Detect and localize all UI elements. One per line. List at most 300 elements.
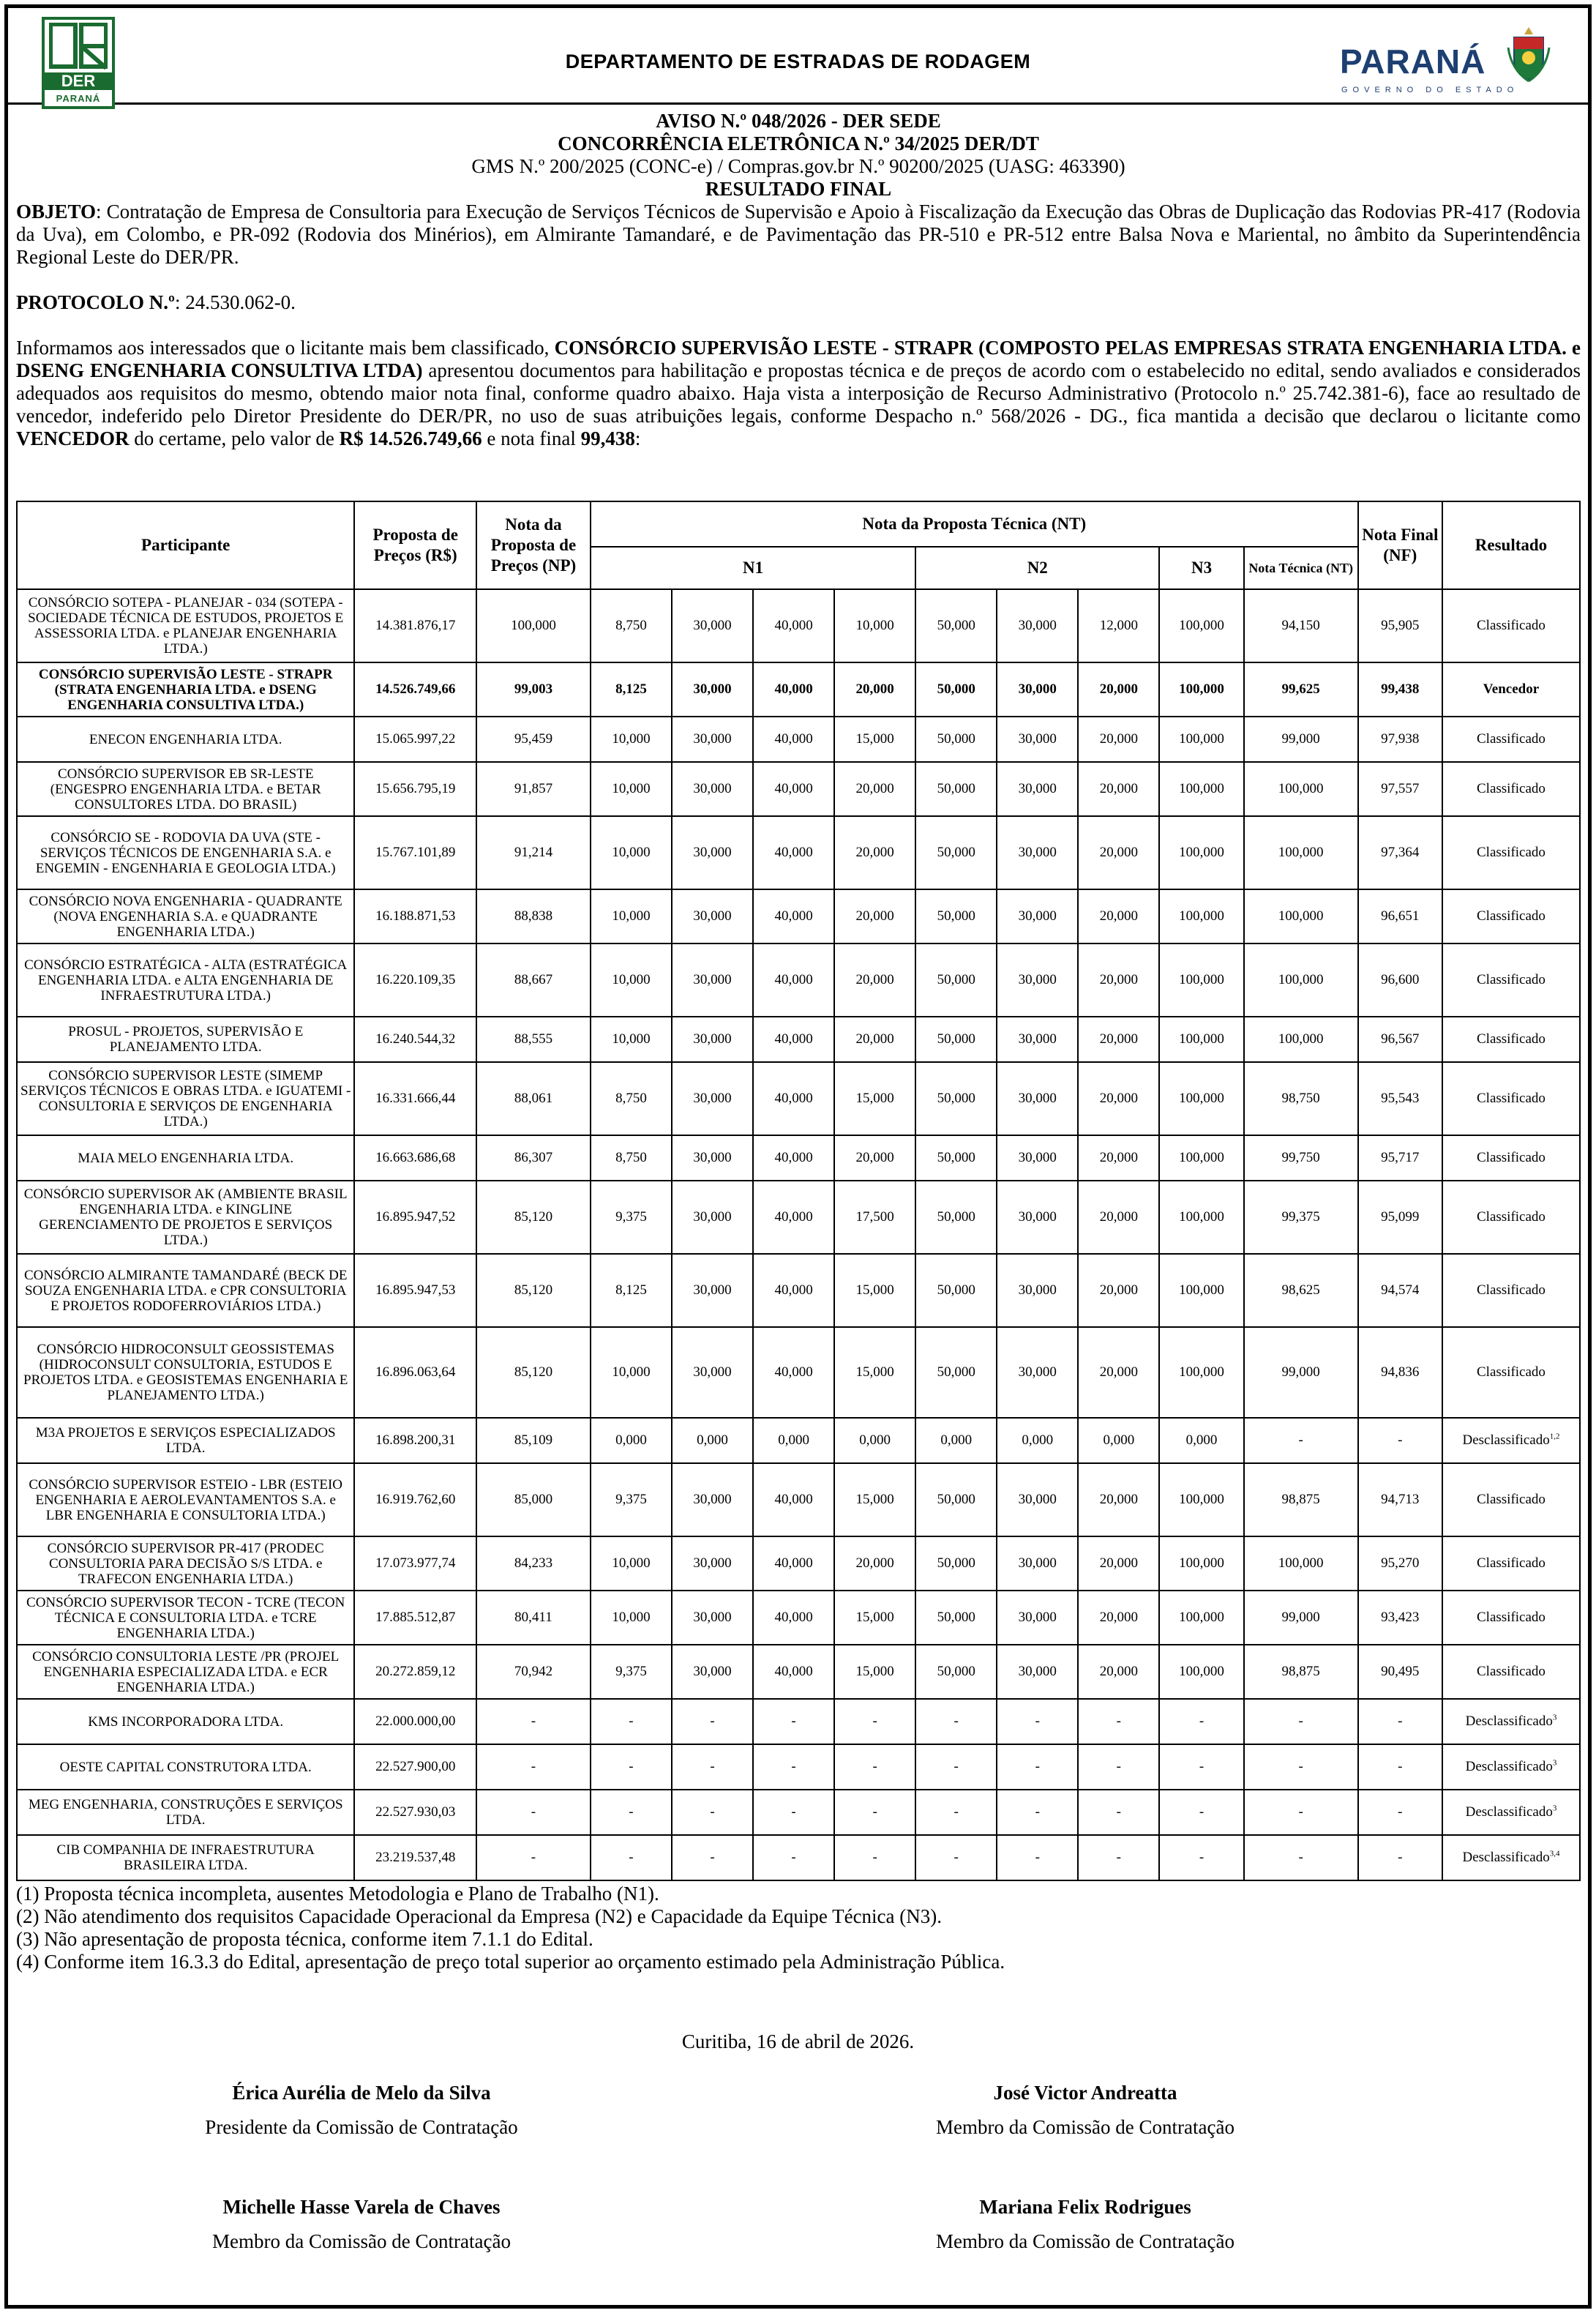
cell-n3: 100,000 [1159,1181,1243,1254]
cell-n1: 30,000 [672,1591,753,1645]
cell-price: 23.219.537,48 [354,1835,476,1880]
cell-n3: 100,000 [1159,762,1243,816]
cell-n1: 15,000 [834,1591,915,1645]
cell-n1: 0,000 [672,1418,753,1463]
signer-name: José Victor Andreatta [993,2082,1177,2104]
cell-n1: 17,500 [834,1181,915,1254]
cell-nt: - [1244,1699,1358,1744]
cell-price: 15.767.101,89 [354,816,476,889]
cell-resultado [1442,889,1580,943]
cell-nf: - [1358,1744,1442,1790]
cell-participante: CONSÓRCIO ALMIRANTE TAMANDARÉ (BECK DE SOUZA ENGENHARIA LTDA. e CPR CONSULTORIA E PROJETOS RODOFERROVIÁRIOS LTDA.) [17,1254,354,1327]
cell-n1: 30,000 [672,1536,753,1591]
cell-n1: 40,000 [753,1536,834,1591]
resultado-label: Desclassificado [1465,1759,1553,1774]
cell-n3: 100,000 [1159,1017,1243,1062]
resultado-label: Classificado [1477,1209,1546,1225]
cell-price: 22.527.900,00 [354,1744,476,1790]
signature-block [829,2082,1341,2139]
cell-n1: 30,000 [672,1062,753,1135]
objeto-paragraph [16,201,1581,269]
cell-n2: 50,000 [915,589,997,662]
footnote: (1) Proposta técnica incompleta, ausentes Metodologia e Plano de Trabalho (N1). [16,1883,659,1905]
signature-block [105,2082,618,2139]
cell-n1: 10,000 [834,589,915,662]
col-header-proposta: Proposta de Preços (R$) [354,501,476,589]
cell-n1: - [672,1699,753,1744]
cell-resultado [1442,1418,1580,1463]
cell-resultado [1442,717,1580,762]
cell-n2: 50,000 [915,1135,997,1181]
protocolo-text: : 24.530.062-0. [174,291,296,313]
cell-n1: 20,000 [834,943,915,1017]
table-row [17,762,1580,816]
cell-n1: - [834,1790,915,1835]
cell-n1: 30,000 [672,816,753,889]
cell-n1: 30,000 [672,1017,753,1062]
cell-np: 85,000 [476,1463,591,1536]
cell-n1: 30,000 [672,662,753,717]
cell-n1: 40,000 [753,1327,834,1418]
cell-n1: - [672,1790,753,1835]
cell-nf: 97,938 [1358,717,1442,762]
cell-n2: 20,000 [1078,1327,1159,1418]
cell-n1: 10,000 [591,889,672,943]
cell-n1: 20,000 [834,889,915,943]
cell-n2: 20,000 [1078,943,1159,1017]
cell-n2: - [915,1835,997,1880]
cell-n2: 30,000 [997,816,1078,889]
cell-n2: 50,000 [915,1327,997,1418]
cell-np: 84,233 [476,1536,591,1591]
cell-participante: CONSÓRCIO SUPERVISOR AK (AMBIENTE BRASIL ENGENHARIA LTDA. e KINGLINE GERENCIAMENTO DE PROJETOS E SERVIÇOS LTDA.) [17,1181,354,1254]
cell-n1: 10,000 [591,1017,672,1062]
cell-nf: 99,438 [1358,662,1442,717]
cell-n1: 0,000 [591,1418,672,1463]
cell-n2: 50,000 [915,1062,997,1135]
cell-resultado [1442,662,1580,717]
cell-nf: - [1358,1418,1442,1463]
cell-n2: 50,000 [915,1463,997,1536]
cell-n1: 8,750 [591,1135,672,1181]
resultado-label: Desclassificado [1462,1432,1550,1448]
cell-price: 16.919.762,60 [354,1463,476,1536]
cell-n2: 30,000 [997,943,1078,1017]
cell-np: 85,120 [476,1327,591,1418]
cell-nt: - [1244,1790,1358,1835]
cell-nf: - [1358,1790,1442,1835]
cell-n1: - [591,1790,672,1835]
cell-participante: ENECON ENGENHARIA LTDA. [17,717,354,762]
cell-price: 16.220.109,35 [354,943,476,1017]
cell-n1: 15,000 [834,1645,915,1699]
col-header-participante: Participante [17,501,354,589]
cell-n1: 10,000 [591,943,672,1017]
cell-nf: 97,557 [1358,762,1442,816]
cell-nf: 96,600 [1358,943,1442,1017]
cell-n2: 50,000 [915,889,997,943]
cell-n1: 20,000 [834,1135,915,1181]
footnote: (3) Não apresentação de proposta técnica, conforme item 7.1.1 do Edital. [16,1928,593,1950]
resultado-label: Classificado [1477,618,1546,633]
col-header-np: Nota da Proposta de Preços (NP) [476,501,591,589]
cell-n1: - [753,1835,834,1880]
cell-nf: 94,836 [1358,1327,1442,1418]
cell-n1: 8,750 [591,1062,672,1135]
parana-logo-subtitle: GOVERNO DO ESTADO [1341,86,1519,94]
cell-n2: 50,000 [915,816,997,889]
table-row [17,717,1580,762]
concorrencia-number: CONCORRÊNCIA ELETRÔNICA N.º 34/2025 DER/DT [558,132,1039,154]
cell-n1: 30,000 [672,1645,753,1699]
footnote: (4) Conforme item 16.3.3 do Edital, apresentação de preço total superior ao orçamento estimado pela Administração Pública. [16,1951,1005,1973]
cell-nt: 99,375 [1244,1181,1358,1254]
cell-nf: 95,270 [1358,1536,1442,1591]
cell-n1: 30,000 [672,1181,753,1254]
cell-n2: 50,000 [915,1536,997,1591]
cell-n3: 100,000 [1159,589,1243,662]
signer-role: Presidente da Comissão de Contratação [205,2116,518,2138]
cell-np: 100,000 [476,589,591,662]
cell-n3: 100,000 [1159,1463,1243,1536]
cell-n2: 20,000 [1078,816,1159,889]
cell-np: - [476,1790,591,1835]
cell-np: 91,857 [476,762,591,816]
parana-coat-of-arms-icon [1507,26,1551,83]
cell-resultado [1442,1744,1580,1790]
cell-participante: CONSÓRCIO HIDROCONSULT GEOSSISTEMAS (HIDROCONSULT CONSULTORIA, ESTUDOS E PROJETOS LTDA. e GEOSISTEMAS ENGENHARIA E PLANEJAMENTO LTDA.) [17,1327,354,1418]
cell-np: 88,667 [476,943,591,1017]
signer-role: Membro da Comissão de Contratação [936,2116,1235,2138]
resultado-label: Classificado [1477,1364,1546,1380]
resultado-label: Classificado [1477,908,1546,924]
cell-n1: 40,000 [753,717,834,762]
cell-nt: 99,625 [1244,662,1358,717]
cell-np: 85,109 [476,1418,591,1463]
department-title: DEPARTAMENTO DE ESTRADAS DE RODAGEM [565,51,1031,72]
objeto-label: OBJETO [16,201,97,223]
cell-n2: 30,000 [997,1181,1078,1254]
col-header-nt-group: Nota da Proposta Técnica (NT) [591,501,1358,547]
table-row [17,1645,1580,1699]
cell-n3: - [1159,1699,1243,1744]
cell-n3: - [1159,1835,1243,1880]
footnotes [16,1883,1581,1973]
cell-n2: 12,000 [1078,589,1159,662]
cell-np: - [476,1699,591,1744]
cell-nt: 99,000 [1244,1591,1358,1645]
cell-np: 95,459 [476,717,591,762]
cell-n1: 15,000 [834,1463,915,1536]
cell-n1: 20,000 [834,662,915,717]
cell-n2: 50,000 [915,662,997,717]
cell-participante: CONSÓRCIO SUPERVISOR TECON - TCRE (TECON TÉCNICA E CONSULTORIA LTDA. e TCRE ENGENHARIA LTDA.) [17,1591,354,1645]
cell-resultado [1442,1181,1580,1254]
gms-reference: GMS N.º 200/2025 (CONC-e) / Compras.gov.br N.º 90200/2025 (UASG: 463390) [471,155,1125,177]
signature-block [105,2196,618,2253]
footnote-ref: 3 [1552,1804,1557,1813]
cell-n3: 100,000 [1159,717,1243,762]
table-row [17,1591,1580,1645]
cell-n1: 30,000 [672,762,753,816]
cell-n1: 10,000 [591,1591,672,1645]
cell-n1: 15,000 [834,1327,915,1418]
cell-participante: CONSÓRCIO SUPERVISOR LESTE (SIMEMP SERVIÇOS TÉCNICOS E OBRAS LTDA. e IGUATEMI - CONSULTORIA E SERVIÇOS DE ENGENHARIA LTDA.) [17,1062,354,1135]
info-text-1: Informamos aos interessados que o licitante mais bem classificado, [16,337,555,359]
table-row [17,1699,1580,1744]
cell-n2: 20,000 [1078,1017,1159,1062]
cell-n2: 30,000 [997,1327,1078,1418]
cell-n1: 40,000 [753,1645,834,1699]
cell-np: 85,120 [476,1181,591,1254]
info-text-4: e nota final [482,427,581,449]
table-row [17,1790,1580,1835]
cell-n1: 40,000 [753,1181,834,1254]
table-row [17,1463,1580,1536]
cell-resultado [1442,1017,1580,1062]
cell-n2: 50,000 [915,1181,997,1254]
info-nota: 99,438 [580,427,635,449]
cell-n1: 8,125 [591,662,672,717]
cell-n1: 40,000 [753,1017,834,1062]
cell-n3: 100,000 [1159,1062,1243,1135]
cell-n2: 20,000 [1078,1536,1159,1591]
info-text-2: apresentou documentos para habilitação e propostas técnica e de preços de acordo com o estabelecido no edital, sendo avaliados e considerados adequados aos requisitos do mesmo, obtendo maior nota final, conforme quadro abaixo. Haja vista a interposição de Recurso Administrativo (Protocolo n.º 25.742.381-6), face ao resultado de vencedor, indeferido pelo Diretor Presidente do DER/PR, no uso de suas atribuições legais, conforme Despacho n.º 568/2026 - DG., fica mantida a decisão que declarou o licitante como [16,359,1581,427]
cell-n2: 20,000 [1078,889,1159,943]
cell-resultado [1442,1699,1580,1744]
cell-price: 16.240.544,32 [354,1017,476,1062]
col-header-resultado: Resultado [1442,501,1580,589]
der-logo-text: DER [45,72,112,90]
resultado-label: Classificado [1477,731,1546,747]
cell-n1: - [753,1699,834,1744]
cell-n1: 10,000 [591,762,672,816]
cell-n1: 40,000 [753,1062,834,1135]
cell-n1: - [834,1835,915,1880]
cell-n1: 20,000 [834,762,915,816]
cell-nt: 98,875 [1244,1463,1358,1536]
cell-n2: 20,000 [1078,1645,1159,1699]
place-date: Curitiba, 16 de abril de 2026. [681,2030,915,2052]
cell-n2: - [915,1699,997,1744]
cell-n2: 50,000 [915,1591,997,1645]
footnote-ref: 1,2 [1549,1432,1560,1441]
cell-n1: 9,375 [591,1181,672,1254]
info-valor: R$ 14.526.749,66 [339,427,482,449]
cell-n2: 30,000 [997,762,1078,816]
cell-nf: 95,543 [1358,1062,1442,1135]
cell-nf: 96,651 [1358,889,1442,943]
footnote-ref: 3 [1552,1758,1557,1768]
cell-participante: CIB COMPANHIA DE INFRAESTRUTURA BRASILEIRA LTDA. [17,1835,354,1880]
cell-n2: 30,000 [997,1463,1078,1536]
cell-nf: 97,364 [1358,816,1442,889]
cell-participante: CONSÓRCIO SE - RODOVIA DA UVA (STE - SERVIÇOS TÉCNICOS DE ENGENHARIA S.A. e ENGEMIN - ENGENHARIA E GEOLOGIA LTDA.) [17,816,354,889]
cell-n1: 10,000 [591,1327,672,1418]
cell-price: 14.381.876,17 [354,589,476,662]
cell-participante: OESTE CAPITAL CONSTRUTORA LTDA. [17,1744,354,1790]
cell-np: 88,838 [476,889,591,943]
table-row [17,1536,1580,1591]
resultado-label: Classificado [1477,1150,1546,1165]
cell-n1: - [753,1790,834,1835]
cell-n2: 20,000 [1078,1591,1159,1645]
cell-nf: 95,099 [1358,1181,1442,1254]
cell-price: 20.272.859,12 [354,1645,476,1699]
notice-body [16,110,1581,450]
footnote-ref: 3,4 [1549,1849,1560,1858]
cell-n3: 100,000 [1159,1327,1243,1418]
resultado-label: Classificado [1477,1610,1546,1625]
table-row [17,1017,1580,1062]
der-logo-state: PARANÁ [56,93,101,104]
cell-n1: 0,000 [753,1418,834,1463]
cell-n2: 50,000 [915,943,997,1017]
resultado-label: Classificado [1477,1031,1546,1047]
cell-participante: PROSUL - PROJETOS, SUPERVISÃO E PLANEJAMENTO LTDA. [17,1017,354,1062]
cell-price: 22.527.930,03 [354,1790,476,1835]
cell-nt: 99,000 [1244,717,1358,762]
cell-n1: 40,000 [753,889,834,943]
resultado-label: Classificado [1477,845,1546,860]
cell-n2: 50,000 [915,1254,997,1327]
cell-n1: 40,000 [753,943,834,1017]
cell-n2: 20,000 [1078,1181,1159,1254]
cell-price: 16.663.686,68 [354,1135,476,1181]
cell-n2: - [997,1790,1078,1835]
cell-n2: 20,000 [1078,717,1159,762]
cell-np: 88,061 [476,1062,591,1135]
table-row [17,1418,1580,1463]
cell-n1: 30,000 [672,889,753,943]
col-header-n3: N3 [1159,547,1243,589]
cell-nt: 100,000 [1244,889,1358,943]
cell-price: 17.073.977,74 [354,1536,476,1591]
cell-nt: 98,625 [1244,1254,1358,1327]
cell-n2: 30,000 [997,1062,1078,1135]
cell-participante: CONSÓRCIO CONSULTORIA LESTE /PR (PROJEL ENGENHARIA ESPECIALIZADA LTDA. e ECR ENGENHARIA LTDA.) [17,1645,354,1699]
cell-resultado [1442,1536,1580,1591]
cell-n2: - [997,1744,1078,1790]
cell-resultado [1442,816,1580,889]
info-text-5: : [634,427,641,449]
cell-resultado [1442,1327,1580,1418]
cell-resultado [1442,589,1580,662]
cell-np: 86,307 [476,1135,591,1181]
resultado-label: Classificado [1477,1664,1546,1679]
info-winner: CONSÓRCIO SUPERVISÃO LESTE - STRAPR (COMPOSTO PELAS EMPRESAS STRATA ENGENHARIA LTDA. e DSENG ENGENHARIA CONSULTIVA LTDA) [16,337,1581,381]
cell-n1: 10,000 [591,816,672,889]
objeto-text: : Contratação de Empresa de Consultoria para Execução de Serviços Técnicos de Supervisão e Apoio à Fiscalização da Execução das Obras de Duplicação das Rodovias PR-417 (Rodovia da Uva), em Colombo, e PR-092 (Rodovia dos Minérios), em Almirante Tamandaré, e de Pavimentação das PR-510 e PR-512 entre Balsa Nova e Mariental, no âmbito da Superintendência Regional Leste do DER/PR. [16,201,1581,268]
cell-n1: - [672,1835,753,1880]
cell-price: 16.895.947,53 [354,1254,476,1327]
cell-n3: 100,000 [1159,1645,1243,1699]
resultado-label: Vencedor [1483,681,1540,697]
cell-n2: 30,000 [997,1645,1078,1699]
cell-n2: 20,000 [1078,662,1159,717]
cell-np: - [476,1744,591,1790]
cell-n1: 40,000 [753,1254,834,1327]
resultado-label: Classificado [1477,1555,1546,1571]
cell-n3: 100,000 [1159,943,1243,1017]
protocolo-paragraph [16,291,1581,314]
cell-n2: 20,000 [1078,1463,1159,1536]
col-header-n1: N1 [591,547,915,589]
cell-nf: 95,905 [1358,589,1442,662]
cell-n1: 20,000 [834,1536,915,1591]
footnote: (2) Não atendimento dos requisitos Capacidade Operacional da Empresa (N2) e Capacidade da Equipe Técnica (N3). [16,1905,943,1927]
cell-n2: 0,000 [997,1418,1078,1463]
cell-nt: - [1244,1418,1358,1463]
resultado-label: Classificado [1477,1492,1546,1507]
cell-n2: 30,000 [997,717,1078,762]
cell-n2: 30,000 [997,1017,1078,1062]
signer-role: Membro da Comissão de Contratação [212,2230,511,2252]
cell-n2: - [1078,1790,1159,1835]
cell-n2: 0,000 [1078,1418,1159,1463]
cell-np: - [476,1835,591,1880]
cell-n3: 100,000 [1159,1536,1243,1591]
cell-n2: 50,000 [915,1017,997,1062]
cell-nf: - [1358,1699,1442,1744]
cell-n1: 30,000 [672,717,753,762]
cell-np: 80,411 [476,1591,591,1645]
cell-n1: 30,000 [672,1254,753,1327]
cell-nt: 100,000 [1244,1536,1358,1591]
cell-n1: 40,000 [753,662,834,717]
cell-n1: - [591,1699,672,1744]
cell-n2: 30,000 [997,589,1078,662]
resultado-label: Desclassificado [1462,1850,1550,1865]
cell-np: 85,120 [476,1254,591,1327]
cell-np: 91,214 [476,816,591,889]
cell-n1: - [834,1699,915,1744]
cell-n2: 50,000 [915,1645,997,1699]
cell-nt: 100,000 [1244,1017,1358,1062]
cell-n3: 100,000 [1159,1591,1243,1645]
cell-n1: - [834,1744,915,1790]
cell-price: 16.896.063,64 [354,1327,476,1418]
cell-resultado [1442,1790,1580,1835]
cell-participante: CONSÓRCIO SUPERVISÃO LESTE - STRAPR (STRATA ENGENHARIA LTDA. e DSENG ENGENHARIA CONSULTIVA LTDA.) [17,662,354,717]
cell-participante: MAIA MELO ENGENHARIA LTDA. [17,1135,354,1181]
signer-name: Érica Aurélia de Melo da Silva [232,2082,491,2104]
cell-n2: - [1078,1835,1159,1880]
table-row [17,1254,1580,1327]
cell-n1: 15,000 [834,717,915,762]
cell-n1: 40,000 [753,1591,834,1645]
cell-participante: CONSÓRCIO ESTRATÉGICA - ALTA (ESTRATÉGICA ENGENHARIA LTDA. e ALTA ENGENHARIA DE INFRAESTRUTURA LTDA.) [17,943,354,1017]
cell-n1: 9,375 [591,1463,672,1536]
cell-n1: - [591,1744,672,1790]
cell-price: 16.331.666,44 [354,1062,476,1135]
cell-nf: 94,713 [1358,1463,1442,1536]
cell-n2: 30,000 [997,1135,1078,1181]
cell-n2: - [915,1744,997,1790]
cell-n3: - [1159,1744,1243,1790]
cell-participante: CONSÓRCIO SUPERVISOR PR-417 (PRODEC CONSULTORIA PARA DECISÃO S/S LTDA. e TRAFECON ENGENHARIA LTDA.) [17,1536,354,1591]
cell-n2: - [997,1835,1078,1880]
cell-n2: 50,000 [915,762,997,816]
cell-participante: M3A PROJETOS E SERVIÇOS ESPECIALIZADOS LTDA. [17,1418,354,1463]
protocolo-label: PROTOCOLO N.º [16,291,175,313]
resultado-label: Classificado [1477,1091,1546,1106]
resultado-label: Classificado [1477,1282,1546,1298]
parana-logo [1340,24,1559,97]
cell-resultado [1442,1645,1580,1699]
cell-price: 14.526.749,66 [354,662,476,717]
cell-n1: - [753,1744,834,1790]
